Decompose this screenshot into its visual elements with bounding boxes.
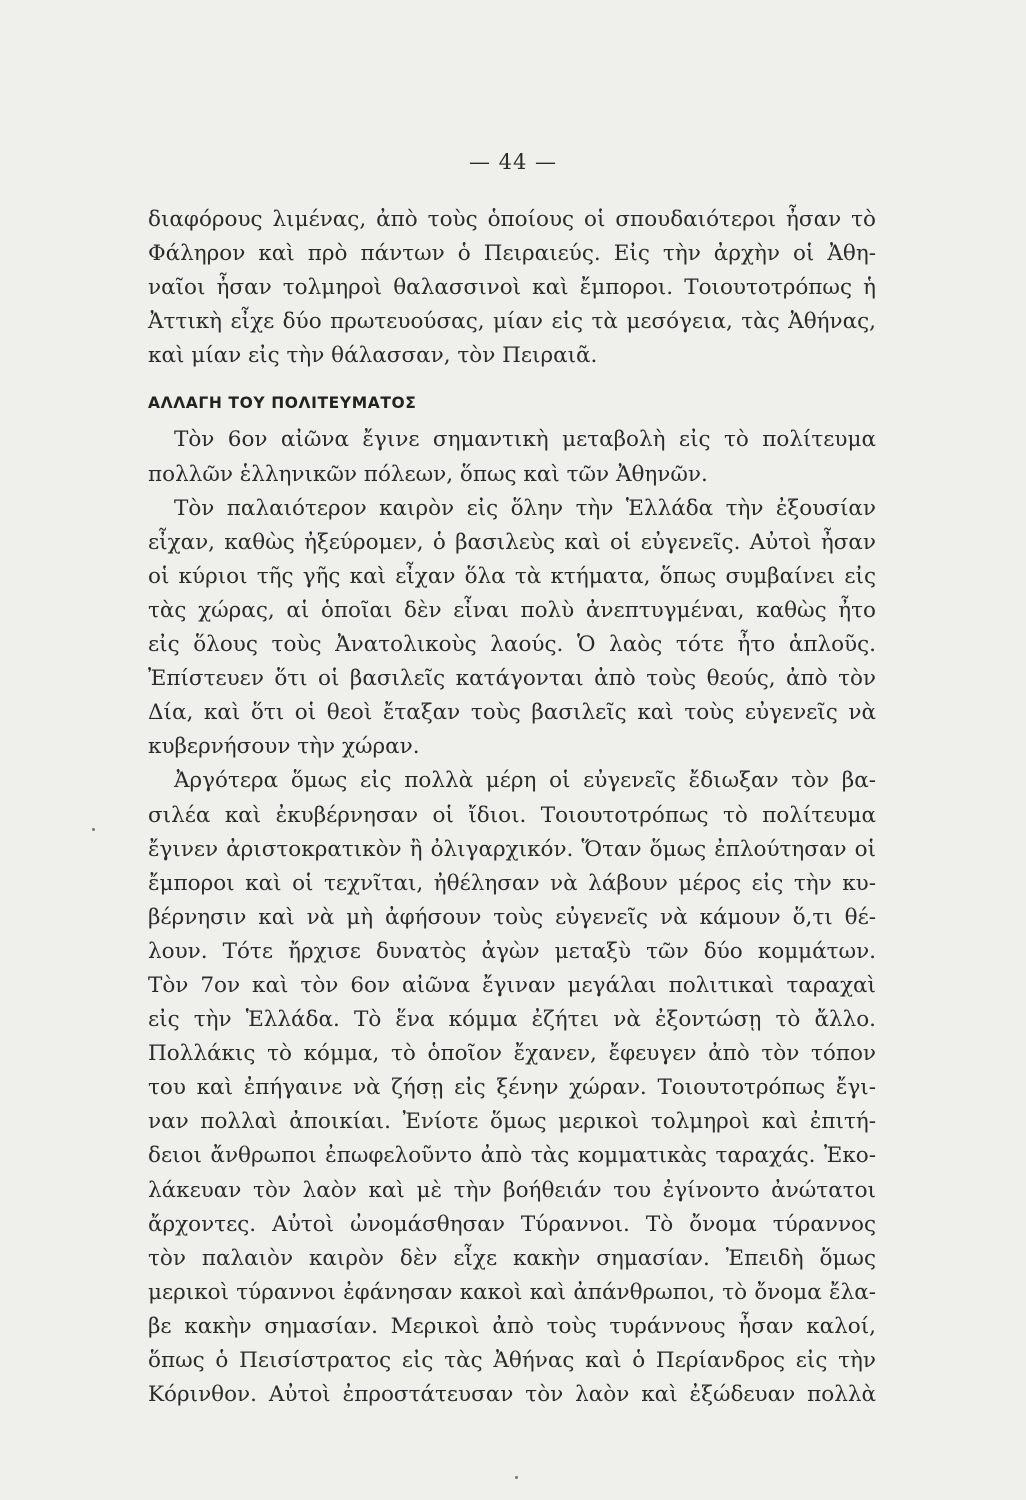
- scan-speck: [515, 1476, 518, 1479]
- text-line: ναν πολλαὶ ἀποικίαι. Ἐνίοτε ὅμως μερικοὶ τολμηροὶ καὶ ἐπιτή-: [148, 1109, 876, 1135]
- text-line: Τὸν 7ον καὶ τὸν 6ον αἰῶνα ἔγιναν μεγάλαι πολιτικαὶ ταραχαὶ: [148, 972, 876, 998]
- text-line: Τὸν 6ον αἰῶνα ἔγινε σημαντικὴ μεταβολὴ εἰς τὸ πολίτευμα: [174, 427, 876, 453]
- text-line: μερικοὶ τύραννοι ἐφάνησαν κακοὶ καὶ ἀπάνθρωποι, τὸ ὄνομα ἔλα-: [148, 1279, 876, 1305]
- text-line: ναῖοι ἦσαν τολμηροὶ θαλασσινοὶ καὶ ἔμποροι. Τοιουτοτρόπως ἡ: [148, 275, 876, 301]
- scan-speck: [92, 828, 95, 831]
- text-line: τὰς χώρας, αἱ ὁποῖαι δὲν εἶναι πολὺ ἀνεπτυγμέναι, καθὼς ἦτο: [148, 597, 876, 623]
- page-number: — 44 —: [468, 150, 558, 174]
- section-heading: ΑΛΛΑΓΗ ΤΟΥ ΠΟΛΙΤΕΥΜΑΤΟΣ: [148, 394, 417, 413]
- text-line: πολλῶν ἑλληνικῶν πόλεων, ὅπως καὶ τῶν Ἀθηνῶν.: [148, 461, 708, 487]
- text-line: Ἐπίστευεν ὅτι οἱ βασιλεῖς κατάγονται ἀπὸ τοὺς θεούς, ἀπὸ τὸν: [148, 666, 876, 692]
- text-line: βέρνησιν καὶ νὰ μὴ ἀφήσουν τοὺς εὐγενεῖς νὰ κάμουν ὅ,τι θέ-: [148, 904, 876, 930]
- body-text: [148, 203, 876, 1412]
- text-line: Ἀττικὴ εἶχε δύο πρωτευούσας, μίαν εἰς τὰ μεσόγεια, τὰς Ἀθήνας,: [148, 309, 876, 335]
- text-line: οἱ κύριοι τῆς γῆς καὶ εἶχαν ὅλα τὰ κτήματα, ὅπως συμβαίνει εἰς: [148, 563, 876, 589]
- text-line: εἰς ὅλους τοὺς Ἀνατολικοὺς λαούς. Ὁ λαὸς τότε ἦτο ἁπλοῦς.: [148, 632, 876, 658]
- text-line: Δία, καὶ ὅτι οἱ θεοὶ ἔταξαν τοὺς βασιλεῖς καὶ τοὺς εὐγενεῖς νὰ: [148, 700, 876, 726]
- text-line: διαφόρους λιμένας, ἀπὸ τοὺς ὁποίους οἱ σπουδαιότεροι ἦσαν τὸ: [148, 207, 876, 232]
- text-line: ἔγινεν ἀριστοκρατικὸν ἢ ὀλιγαρχικόν. Ὅταν ὅμως ἐπλούτησαν οἱ: [148, 836, 876, 862]
- text-line: Ἀργότερα ὅμως εἰς πολλὰ μέρη οἱ εὐγενεῖς ἔδιωξαν τὸν βα-: [174, 768, 876, 794]
- text-line: βε κακὴν σημασίαν. Μερικοὶ ἀπὸ τοὺς τυράννους ἦσαν καλοί,: [148, 1313, 876, 1339]
- text-line: Κόρινθον. Αὐτοὶ ἐπροστάτευσαν τὸν λαὸν καὶ ἐξώδευαν πολλὰ: [148, 1382, 876, 1408]
- text-line: Πολλάκις τὸ κόμμα, τὸ ὁποῖον ἔχανεν, ἔφευγεν ἀπὸ τὸν τόπον: [148, 1041, 876, 1067]
- text-line: ἄρχοντες. Αὐτοὶ ὠνομάσθησαν Τύραννοι. Τὸ ὄνομα τύραννος: [148, 1211, 876, 1237]
- text-line: λάκευαν τὸν λαὸν καὶ μὲ τὴν βοήθειάν του ἐγίνοντο ἀνώτατοι: [148, 1177, 876, 1203]
- text-line: σιλέα καὶ ἐκυβέρνησαν οἱ ἴδιοι. Τοιουτοτρόπως τὸ πολίτευμα: [148, 802, 876, 828]
- text-line: Φάληρον καὶ πρὸ πάντων ὁ Πειραιεύς. Εἰς τὴν ἀρχὴν οἱ Ἀθη-: [148, 241, 876, 267]
- text-line: λουν. Τότε ἤρχισε δυνατὸς ἀγὼν μεταξὺ τῶν δύο κομμάτων.: [148, 938, 876, 964]
- text-line: εἰς τὴν Ἑλλάδα. Τὸ ἕνα κόμμα ἐζήτει νὰ ἐξοντώσῃ τὸ ἄλλο.: [148, 1007, 876, 1033]
- text-line: Τὸν παλαιότερον καιρὸν εἰς ὅλην τὴν Ἑλλάδα τὴν ἐξουσίαν: [174, 495, 876, 521]
- text-line: ἔμποροι καὶ οἱ τεχνῖται, ἠθέλησαν νὰ λάβουν μέρος εἰς τὴν κυ-: [148, 870, 876, 896]
- text-line: τὸν παλαιὸν καιρὸν δὲν εἶχε κακὴν σημασίαν. Ἐπειδὴ ὅμως: [148, 1245, 876, 1271]
- text-line: ὅπως ὁ Πεισίστρατος εἰς τὰς Ἀθήνας καὶ ὁ Περίανδρος εἰς τὴν: [148, 1348, 876, 1373]
- text-line: εἶχαν, καθὼς ἠξεύρομεν, ὁ βασιλεὺς καὶ οἱ εὐγενεῖς. Αὐτοὶ ἦσαν: [148, 529, 876, 555]
- text-line: κυβερνήσουν τὴν χώραν.: [148, 734, 420, 760]
- text-line: καὶ μίαν εἰς τὴν θάλασσαν, τὸν Πειραιᾶ.: [148, 343, 598, 369]
- text-line: του καὶ ἐπήγαινε νὰ ζήσῃ εἰς ξένην χώραν. Τοιουτοτρόπως ἔγι-: [148, 1075, 876, 1101]
- text-line: δειοι ἄνθρωποι ἐπωφελοῦντο ἀπὸ τὰς κομματικὰς ταραχάς. Ἐκο-: [148, 1143, 876, 1169]
